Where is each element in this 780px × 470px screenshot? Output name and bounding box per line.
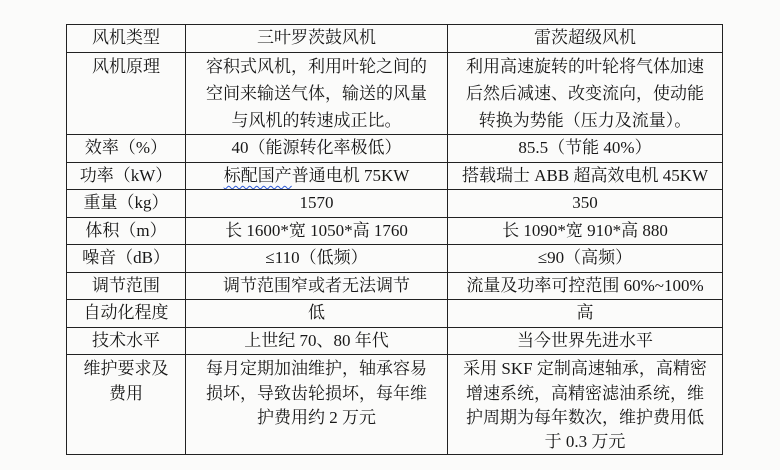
tech-level-label: 技术水平 <box>67 327 186 355</box>
volume-label: 体积（m） <box>67 217 186 245</box>
fan-comparison-table <box>66 24 723 455</box>
power-roots-text: 普通电机 75KW <box>291 165 410 185</box>
tech-level-super: 当今世界先进水平 <box>448 327 723 355</box>
principle-label: 风机原理 <box>67 52 186 135</box>
fan-type-label: 风机类型 <box>67 25 186 53</box>
table-row <box>67 217 723 245</box>
automation-super: 高 <box>448 300 723 328</box>
adjust-range-label: 调节范围 <box>67 272 186 300</box>
noise-label: 噪音（dB） <box>67 245 186 273</box>
table-row <box>67 135 723 163</box>
weight-label: 重量（kg） <box>67 190 186 218</box>
table-row <box>67 190 723 218</box>
table-row <box>67 272 723 300</box>
weight-roots: 1570 <box>186 190 448 218</box>
table-row <box>67 245 723 273</box>
weight-super: 350 <box>448 190 723 218</box>
adjust-range-roots: 调节范围窄或者无法调节 <box>186 272 448 300</box>
table-row <box>67 25 723 53</box>
automation-roots: 低 <box>186 300 448 328</box>
adjust-range-super: 流量及功率可控范围 60%~100% <box>448 272 723 300</box>
automation-label: 自动化程度 <box>67 300 186 328</box>
power-super: 搭载瑞士 ABB 超高效电机 45KW <box>448 162 723 190</box>
noise-super: ≤90（高频） <box>448 245 723 273</box>
table-row <box>67 327 723 355</box>
table-row <box>67 300 723 328</box>
table-row <box>67 52 723 135</box>
table-row <box>67 355 723 455</box>
maintenance-roots: 每月定期加油维护，轴承容易损坏，导致齿轮损坏，每年维护费用约 2 万元 <box>186 355 448 455</box>
principle-super: 利用高速旋转的叶轮将气体加速后然后减速、改变流向，使动能转换为势能（压力及流量）。 <box>448 52 723 135</box>
efficiency-label: 效率（%） <box>67 135 186 163</box>
spellcheck-underline: 标配国产 <box>223 165 292 185</box>
maintenance-super: 采用 SKF 定制高速轴承，高精密增速系统，高精密滤油系统，维护周期为每年数次，维护费用低于 0.3 万元 <box>448 355 723 455</box>
maintenance-label: 维护要求及费用 <box>67 355 186 455</box>
volume-roots: 长 1600*宽 1050*高 1760 <box>186 217 448 245</box>
fan-type-roots: 三叶罗茨鼓风机 <box>186 25 448 53</box>
efficiency-roots: 40（能源转化率极低） <box>186 135 448 163</box>
noise-roots: ≤110（低频） <box>186 245 448 273</box>
volume-super: 长 1090*宽 910*高 880 <box>448 217 723 245</box>
table-row <box>67 162 723 190</box>
power-roots <box>186 162 448 190</box>
power-label: 功率（kW） <box>67 162 186 190</box>
fan-type-super: 雷茨超级风机 <box>448 25 723 53</box>
efficiency-super: 85.5（节能 40%） <box>448 135 723 163</box>
principle-roots: 容积式风机，利用叶轮之间的空间来输送气体，输送的风量与风机的转速成正比。 <box>186 52 448 135</box>
tech-level-roots: 上世纪 70、80 年代 <box>186 327 448 355</box>
